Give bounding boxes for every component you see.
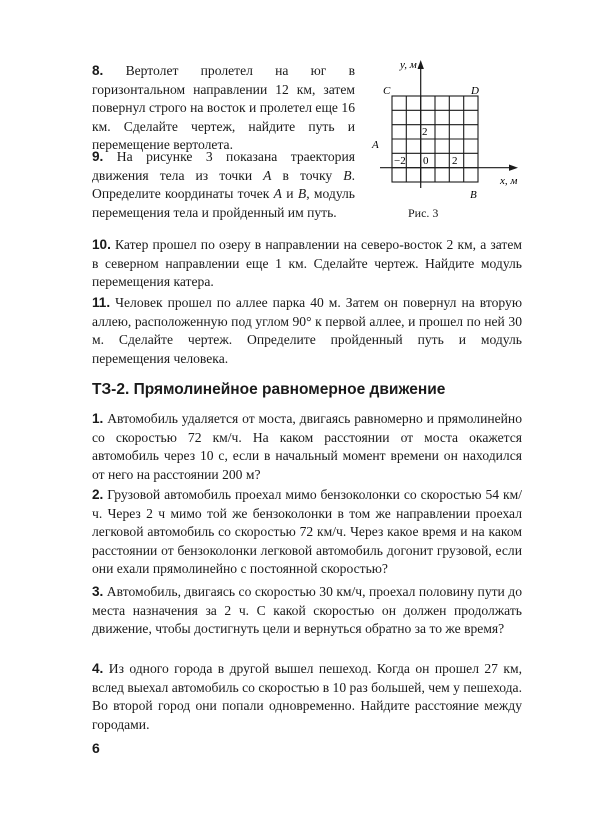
point-a-ref: A bbox=[273, 186, 282, 202]
problem-8 bbox=[92, 62, 355, 155]
point-a-ref: A bbox=[263, 167, 272, 183]
problem-2 bbox=[92, 486, 522, 579]
problem-4 bbox=[92, 660, 522, 734]
figure-caption: Рис. 3 bbox=[408, 206, 439, 220]
tick-label-neg2: −2 bbox=[394, 155, 406, 167]
point-b-label: B bbox=[470, 189, 477, 201]
problem-9-text-part: в точку bbox=[271, 167, 344, 183]
problem-9-text-part: и bbox=[281, 186, 298, 202]
problem-10-text: Катер прошел по озеру в направлении на северо-восток 2 км, а затем в северном направлении еще 1 км. Сделайте чертеж. Найдите модуль перемещения катера. bbox=[92, 237, 522, 290]
problem-3 bbox=[92, 583, 522, 639]
problem-9-text-part: На рисунке 3 показана траектория движения тела из точки bbox=[92, 149, 355, 183]
tick-label-y2: 2 bbox=[422, 126, 428, 138]
problem-1-text: Автомобиль удаляется от моста, двигаясь равномерно и прямолинейно со скоростью 72 км/ч. На каком расстоянии от моста окажется автомобиль через 10 с, если в начальный момент времени он находился от него на расстоянии 200 м? bbox=[92, 411, 522, 482]
point-d-label: D bbox=[471, 85, 479, 97]
problem-11 bbox=[92, 294, 522, 368]
x-axis-arrow bbox=[509, 165, 518, 171]
tick-label-x2: 2 bbox=[452, 155, 458, 167]
problem-11-text: Человек прошел по аллее парка 40 м. Затем он повернул на вторую аллею, расположенную под углом 90° к первой аллее, и прошел по ней 30 м. Сделайте чертеж. Определите пройденный путь и модуль перемещения человека. bbox=[92, 295, 522, 366]
problem-8-number: 8. bbox=[92, 63, 104, 78]
problem-4-number: 4. bbox=[92, 661, 104, 676]
point-a-label: A bbox=[372, 139, 379, 151]
problem-10 bbox=[92, 236, 522, 292]
problem-2-number: 2. bbox=[92, 487, 104, 502]
problem-11-number: 11. bbox=[92, 295, 111, 310]
problem-9-text-part: , модуль перемещения тела и пройденный им путь. bbox=[92, 186, 355, 220]
problem-3-text: Автомобиль, двигаясь со скоростью 30 км/ч, проехал половину пути до места назначения за 2 ч. С какой скоростью он должен продолжать движение, чтобы достигнуть цели и вернуться обратно за то же время? bbox=[92, 584, 522, 637]
problem-4-text: Из одного города в другой вышел пешеход. Когда он прошел 27 км, вслед выехал автомобиль со скоростью в 10 раз большей, чем у пешехода. Во второй город они попали одновременно. Найдите расстояние между городами. bbox=[92, 661, 522, 732]
problem-9-text-part: . Определите координаты точек bbox=[92, 167, 355, 202]
problem-2-text: Грузовой автомобиль проехал мимо бензоколонки со скоростью 54 км/ч. Через 2 ч мимо той же бензоколонки в том же направлении проехал легковой автомобиль со скоростью 72 км/ч. Через какое время и на каком расстоянии от бензоколонки легковой автомобиль догонит грузовой, если они ехали прямолинейно с постоянной скоростью? bbox=[92, 487, 522, 577]
point-c-label: C bbox=[383, 85, 391, 97]
point-b-ref: B bbox=[343, 167, 352, 183]
point-b-ref: B bbox=[297, 186, 307, 202]
page-number: 6 bbox=[92, 740, 100, 756]
problem-3-number: 3. bbox=[92, 584, 104, 599]
problem-1 bbox=[92, 410, 522, 484]
figure-3-coordinate-grid bbox=[366, 56, 526, 226]
section-title: ТЗ-2. Прямолинейное равномерное движение bbox=[92, 381, 446, 398]
problem-9 bbox=[92, 148, 355, 222]
problem-9-number: 9. bbox=[92, 149, 104, 164]
y-axis-label: y, м bbox=[400, 59, 417, 71]
y-axis-arrow bbox=[418, 60, 424, 69]
tick-label-zero: 0 bbox=[423, 155, 429, 167]
problem-10-number: 10. bbox=[92, 237, 111, 252]
problem-8-text: Вертолет пролетел на юг в горизонтальном направлении 12 км, затем повернул строго на восток и пролетел еще 16 км. Сделайте чертеж, найдите путь и перемещение вертолета. bbox=[92, 63, 355, 153]
x-axis-label: x, м bbox=[500, 175, 518, 187]
problem-1-number: 1. bbox=[92, 411, 104, 426]
